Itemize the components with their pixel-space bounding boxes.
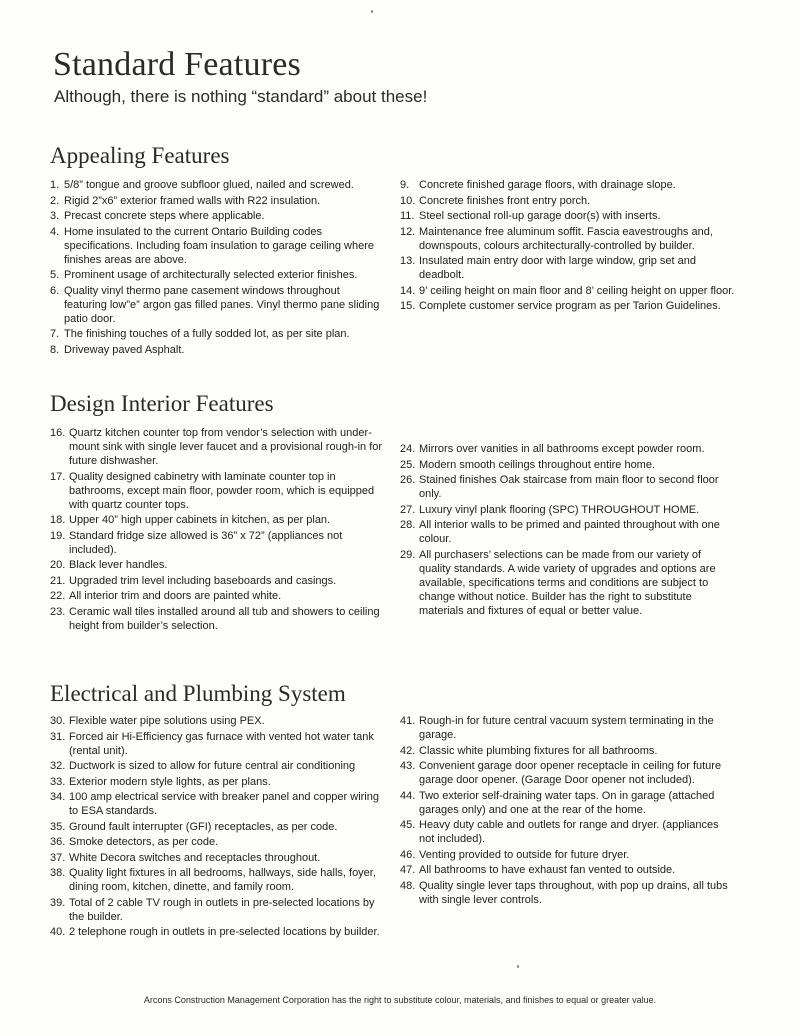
item-text: Precast concrete steps where applicable. bbox=[64, 210, 265, 222]
list-item bbox=[50, 759, 385, 773]
item-text: Forced air Hi-Efficiency gas furnace with vented hot water tank (rental unit). bbox=[69, 730, 374, 757]
item-number: 2. bbox=[50, 194, 60, 207]
list-item bbox=[50, 605, 385, 633]
list-item bbox=[400, 209, 735, 223]
list-item bbox=[400, 818, 735, 846]
item-text: Home insulated to the current Ontario Building codes specifications. Including foam insulation to garage ceiling where finishes areas are above. bbox=[64, 225, 375, 266]
item-text: Stained finishes Oak staircase from main floor to second floor only. bbox=[419, 474, 719, 500]
page-subtitle: Although, there is nothing “standard” about these! bbox=[54, 87, 428, 106]
item-number: 16. bbox=[50, 427, 66, 439]
section-title-design-interior: Design Interior Features bbox=[50, 391, 274, 416]
design-right-list bbox=[400, 442, 735, 619]
list-item bbox=[400, 548, 735, 618]
item-number: 39. bbox=[50, 896, 66, 909]
item-text: Black lever handles. bbox=[69, 559, 168, 571]
item-number: 9. bbox=[400, 179, 410, 191]
list-item bbox=[50, 209, 385, 223]
item-text: Venting provided to outside for future dryer. bbox=[419, 848, 630, 861]
item-text: Insulated main entry door with large window, grip set and deadbolt. bbox=[419, 255, 696, 281]
item-text: Ceramic wall tiles installed around all tub and showers to ceiling height from builder’s selection. bbox=[69, 605, 380, 632]
list-item bbox=[50, 790, 385, 818]
list-item bbox=[50, 178, 385, 192]
item-text: All interior walls to be primed and painted throughout with one colour. bbox=[419, 519, 720, 545]
item-text: Concrete finished garage floors, with drainage slope. bbox=[419, 179, 676, 191]
list-item bbox=[50, 529, 385, 557]
item-text: Upgraded trim level including baseboards and casings. bbox=[69, 574, 337, 587]
item-text: Total of 2 cable TV rough in outlets in pre-selected locations by the builder. bbox=[69, 896, 375, 923]
item-number: 11. bbox=[400, 210, 415, 222]
list-item bbox=[400, 503, 735, 517]
item-number: 28. bbox=[400, 519, 416, 531]
scan-speck bbox=[517, 965, 519, 968]
item-number: 27. bbox=[400, 503, 416, 516]
item-number: 38. bbox=[50, 867, 66, 879]
item-number: 14. bbox=[400, 284, 416, 297]
item-number: 29. bbox=[400, 548, 416, 561]
page-title: Standard Features bbox=[53, 46, 301, 83]
list-item bbox=[400, 178, 735, 192]
list-item bbox=[400, 863, 735, 877]
list-item bbox=[50, 925, 385, 939]
item-text: Rough-in for future central vacuum system terminating in the garage. bbox=[419, 715, 714, 741]
list-item bbox=[50, 775, 385, 789]
item-text: Luxury vinyl plank flooring (SPC) THROUGHOUT HOME. bbox=[419, 503, 700, 516]
item-number: 31. bbox=[50, 730, 66, 743]
item-text: Classic white plumbing fixtures for all bathrooms. bbox=[419, 744, 658, 757]
item-text: Prominent usage of architecturally selected exterior finishes. bbox=[64, 269, 358, 281]
list-item bbox=[400, 789, 735, 817]
item-text: Driveway paved Asphalt. bbox=[64, 343, 185, 356]
item-number: 32. bbox=[50, 760, 66, 772]
item-text: Ground fault interrupter (GFI) receptacles, as per code. bbox=[69, 820, 338, 833]
list-item bbox=[400, 194, 735, 208]
list-item bbox=[50, 327, 385, 341]
item-text: Quality designed cabinetry with laminate counter top in bathrooms, except main floor, powder room, which is equipped with quartz counter tops. bbox=[69, 470, 375, 511]
design-left-list bbox=[50, 426, 385, 634]
item-number: 34. bbox=[50, 791, 66, 803]
list-item bbox=[400, 759, 735, 787]
list-item bbox=[50, 866, 385, 894]
item-number: 12. bbox=[400, 225, 416, 238]
item-text: Exterior modern style lights, as per plans. bbox=[69, 775, 271, 788]
item-number: 35. bbox=[50, 820, 66, 833]
item-number: 41. bbox=[400, 715, 416, 727]
item-number: 15. bbox=[400, 300, 416, 312]
list-item bbox=[50, 851, 385, 865]
item-number: 43. bbox=[400, 760, 416, 772]
list-item bbox=[400, 299, 735, 313]
item-text: Complete customer service program as per Tarion Guidelines. bbox=[419, 300, 721, 312]
list-item bbox=[50, 513, 385, 527]
list-item bbox=[400, 254, 735, 282]
item-number: 30. bbox=[50, 715, 66, 727]
item-number: 3. bbox=[50, 210, 60, 222]
item-number: 18. bbox=[50, 514, 66, 526]
item-number: 33. bbox=[50, 775, 66, 788]
item-number: 1. bbox=[50, 179, 60, 191]
list-item bbox=[50, 558, 385, 572]
list-item bbox=[50, 225, 385, 267]
item-number: 8. bbox=[50, 343, 60, 356]
footer-disclaimer: Arcons Construction Management Corporation has the right to substitute colour, materials, and finishes to equal or greater value. bbox=[143, 995, 657, 1005]
item-text: Quartz kitchen counter top from vendor’s selection with under-mount sink with single lever faucet and a provisional rough-in for future dishwasher. bbox=[69, 427, 383, 467]
item-text: Quality single lever taps throughout, with pop up drains, all tubs with single lever controls. bbox=[419, 879, 728, 906]
item-number: 36. bbox=[50, 836, 66, 848]
list-item bbox=[50, 714, 385, 728]
appealing-left-list bbox=[50, 178, 385, 358]
item-number: 46. bbox=[400, 848, 416, 861]
item-number: 42. bbox=[400, 744, 416, 757]
item-number: 23. bbox=[50, 605, 66, 618]
list-item bbox=[50, 343, 385, 357]
item-number: 40. bbox=[50, 926, 66, 938]
scan-speck bbox=[371, 10, 373, 13]
item-text: Mirrors over vanities in all bathrooms except powder room. bbox=[419, 443, 705, 455]
item-text: Ductwork is sized to allow for future central air conditioning bbox=[69, 760, 356, 772]
item-text: All bathrooms to have exhaust fan vented to outside. bbox=[419, 864, 676, 876]
item-text: Standard fridge size allowed is 36” x 72” (appliances not included). bbox=[69, 529, 343, 556]
list-item bbox=[50, 470, 385, 512]
item-text: 5/8” tongue and groove subfloor glued, nailed and screwed. bbox=[64, 179, 354, 191]
item-number: 45. bbox=[400, 819, 416, 831]
list-item bbox=[50, 194, 385, 208]
section-title-appealing: Appealing Features bbox=[50, 143, 230, 168]
item-text: 100 amp electrical service with breaker panel and copper wiring to ESA standards. bbox=[69, 791, 379, 817]
item-number: 26. bbox=[400, 474, 416, 486]
item-number: 6. bbox=[50, 284, 60, 297]
item-number: 22. bbox=[50, 590, 66, 602]
item-number: 47. bbox=[400, 864, 416, 876]
item-number: 4. bbox=[50, 225, 60, 238]
item-number: 44. bbox=[400, 789, 416, 802]
list-item bbox=[50, 896, 385, 924]
item-text: All purchasers’ selections can be made from our variety of quality standards. A wide variety of upgrades and options are available, specifications terms and conditions are subject to change without notice. Builder has the right to substitute materials and fixtures of equal or better value. bbox=[419, 548, 716, 617]
list-item bbox=[50, 835, 385, 849]
list-item bbox=[50, 730, 385, 758]
appealing-right-list bbox=[400, 178, 735, 315]
list-item bbox=[400, 442, 735, 456]
item-number: 25. bbox=[400, 458, 416, 471]
item-text: Maintenance free aluminum soffit. Fascia eavestroughs and, downspouts, colours architecturally-controlled by builder. bbox=[419, 225, 713, 252]
list-item bbox=[400, 879, 735, 907]
item-text: Modern smooth ceilings throughout entire home. bbox=[419, 458, 656, 471]
item-text: 9’ ceiling height on main floor and 8’ ceiling height on upper floor. bbox=[419, 284, 735, 297]
list-item bbox=[50, 589, 385, 603]
list-item bbox=[50, 284, 385, 326]
item-text: The finishing touches of a fully sodded lot, as per site plan. bbox=[64, 328, 350, 340]
list-item bbox=[400, 225, 735, 253]
list-item bbox=[400, 848, 735, 862]
list-item bbox=[50, 574, 385, 588]
item-number: 13. bbox=[400, 255, 416, 267]
item-number: 37. bbox=[50, 851, 66, 864]
item-text: Heavy duty cable and outlets for range and dryer. (appliances not included). bbox=[419, 819, 719, 845]
item-text: White Decora switches and receptacles throughout. bbox=[69, 851, 321, 864]
electrical-right-list bbox=[400, 714, 735, 908]
item-text: Smoke detectors, as per code. bbox=[69, 836, 219, 848]
electrical-left-list bbox=[50, 714, 385, 941]
item-text: Convenient garage door opener receptacle in ceiling for future garage door opener. (Garage Door opener not included). bbox=[419, 760, 722, 786]
list-item bbox=[400, 518, 735, 546]
list-item bbox=[50, 268, 385, 282]
list-item bbox=[400, 284, 735, 298]
list-item bbox=[400, 473, 735, 501]
item-number: 19. bbox=[50, 529, 66, 542]
item-text: Two exterior self-draining water taps. On in garage (attached garages only) and one at the rear of the home. bbox=[419, 789, 715, 816]
item-number: 24. bbox=[400, 443, 416, 455]
item-number: 20. bbox=[50, 559, 66, 571]
item-text: Upper 40” high upper cabinets in kitchen, as per plan. bbox=[69, 514, 331, 526]
item-text: Steel sectional roll-up garage door(s) with inserts. bbox=[419, 210, 661, 222]
list-item bbox=[400, 714, 735, 742]
list-item bbox=[400, 458, 735, 472]
item-text: Rigid 2”x6” exterior framed walls with R22 insulation. bbox=[64, 194, 321, 207]
item-text: All interior trim and doors are painted white. bbox=[69, 590, 282, 602]
item-text: 2 telephone rough in outlets in pre-selected locations by builder. bbox=[69, 926, 380, 938]
item-text: Flexible water pipe solutions using PEX. bbox=[69, 715, 265, 727]
list-item bbox=[50, 426, 385, 468]
item-number: 10. bbox=[400, 194, 416, 207]
list-item bbox=[50, 820, 385, 834]
item-text: Concrete finishes front entry porch. bbox=[419, 194, 591, 207]
item-text: Quality vinyl thermo pane casement windows throughout featuring low”e” argon gas filled panes. Vinyl thermo pane sliding patio door. bbox=[64, 284, 380, 325]
item-text: Quality light fixtures in all bedrooms, hallways, side halls, foyer, dining room, kitchen, dinette, and family room. bbox=[69, 867, 376, 893]
item-number: 21. bbox=[50, 574, 66, 587]
section-title-electrical: Electrical and Plumbing System bbox=[50, 681, 346, 706]
item-number: 17. bbox=[50, 470, 66, 483]
list-item bbox=[400, 744, 735, 758]
item-number: 7. bbox=[50, 328, 60, 340]
item-number: 48. bbox=[400, 879, 416, 892]
item-number: 5. bbox=[50, 269, 60, 281]
